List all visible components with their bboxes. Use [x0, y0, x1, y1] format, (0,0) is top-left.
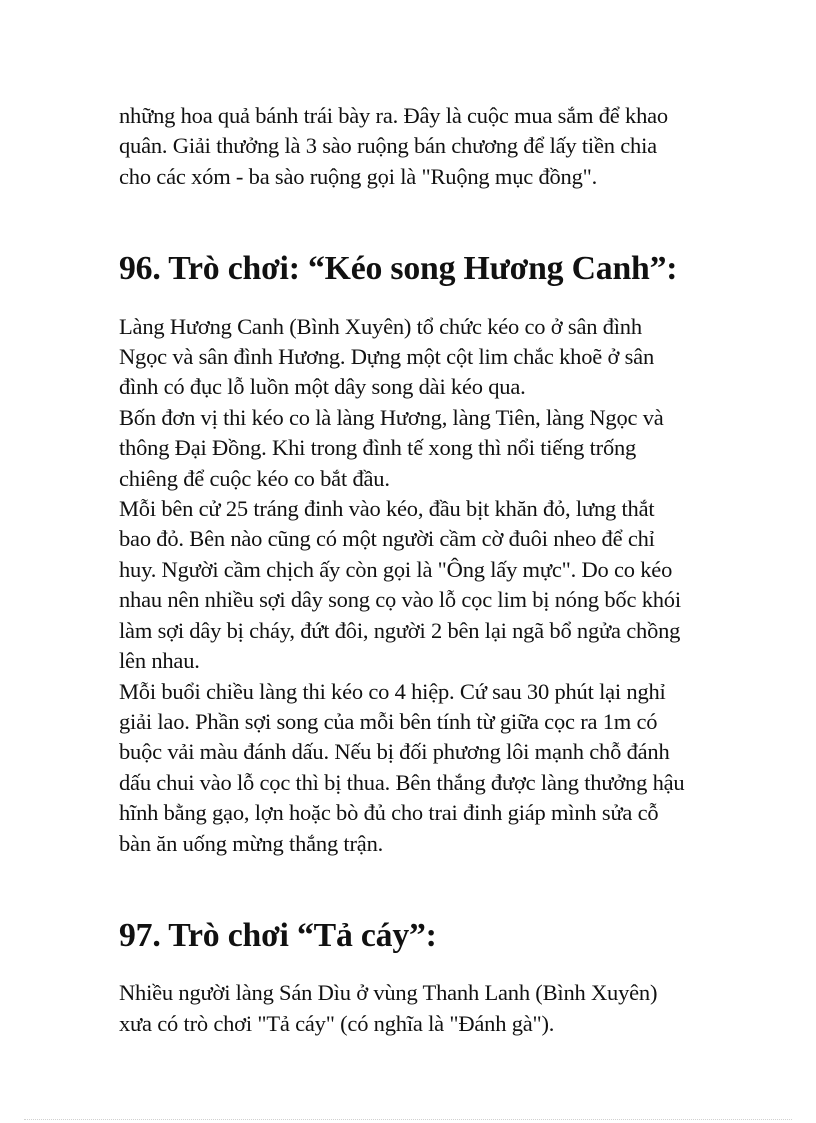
text-line: Mỗi buổi chiều làng thi kéo co 4 hiệp. Cứ sau 30 phút lại nghỉ [119, 678, 666, 704]
text-line: xưa có trò chơi "Tả cáy" (có nghĩa là "Đánh gà"). [119, 1010, 555, 1036]
text-line: Nhiều người làng Sán Dìu ở vùng Thanh Lanh (Bình Xuyên) [119, 980, 658, 1006]
text-line: cho các xóm - ba sào ruộng gọi là "Ruộng mục đồng". [119, 163, 598, 189]
text-line: đình có đục lỗ luồn một dây song dài kéo qua. [119, 374, 526, 400]
section-96-body [119, 312, 759, 859]
text-line: quân. Giải thưởng là 3 sào ruộng bán chương để lấy tiền chia [119, 133, 657, 159]
section-97-body [119, 978, 759, 1039]
section-heading-96: 96. Trò chơi: “Kéo song Hương Canh”: [119, 250, 678, 288]
text-line: thông Đại Đồng. Khi trong đình tế xong thì nổi tiếng trống [119, 435, 637, 461]
text-line: làm sợi dây bị cháy, đứt đôi, người 2 bên lại ngã bổ ngửa chồng [119, 617, 681, 643]
text-line: hĩnh bằng gạo, lợn hoặc bò đủ cho trai đinh giáp mình sửa cỗ [119, 800, 659, 826]
text-line: Ngọc và sân đình Hương. Dựng một cột lim chắc khoẽ ở sân [119, 344, 655, 370]
text-line: lên nhau. [119, 648, 200, 674]
text-line: buộc vải màu đánh dấu. Nếu bị đối phương lôi mạnh chỗ đánh [119, 739, 670, 765]
text-line: huy. Người cầm chịch ấy còn gọi là "Ông lấy mực". Do co kéo [119, 556, 673, 582]
text-line: Mỗi bên cử 25 tráng đinh vào kéo, đầu bịt khăn đỏ, lưng thắt [119, 496, 655, 522]
text-line: chiêng để cuộc kéo co bắt đầu. [119, 465, 390, 491]
text-line: Làng Hương Canh (Bình Xuyên) tổ chức kéo co ở sân đình [119, 313, 642, 339]
page-bottom-divider [24, 1119, 792, 1120]
text-line: giải lao. Phần sợi song của mỗi bên tính từ giữa cọc ra 1m có [119, 708, 658, 734]
text-line: dấu chui vào lỗ cọc thì bị thua. Bên thắng được làng thưởng hậu [119, 769, 685, 795]
document-body [119, 101, 759, 1039]
text-line: bàn ăn uống mừng thắng trận. [119, 830, 384, 856]
text-line: những hoa quả bánh trái bày ra. Đây là cuộc mua sắm để khao [119, 103, 668, 128]
text-line: nhau nên nhiều sợi dây song cọ vào lỗ cọc lim bị nóng bốc khói [119, 587, 681, 613]
text-line: Bốn đơn vị thi kéo co là làng Hương, làng Tiên, làng Ngọc và [119, 404, 664, 430]
text-line: bao đỏ. Bên nào cũng có một người cầm cờ đuôi nheo để chỉ [119, 526, 655, 552]
section-heading-97: 97. Trò chơi “Tả cáy”: [119, 916, 437, 954]
intro-paragraph [119, 101, 759, 192]
